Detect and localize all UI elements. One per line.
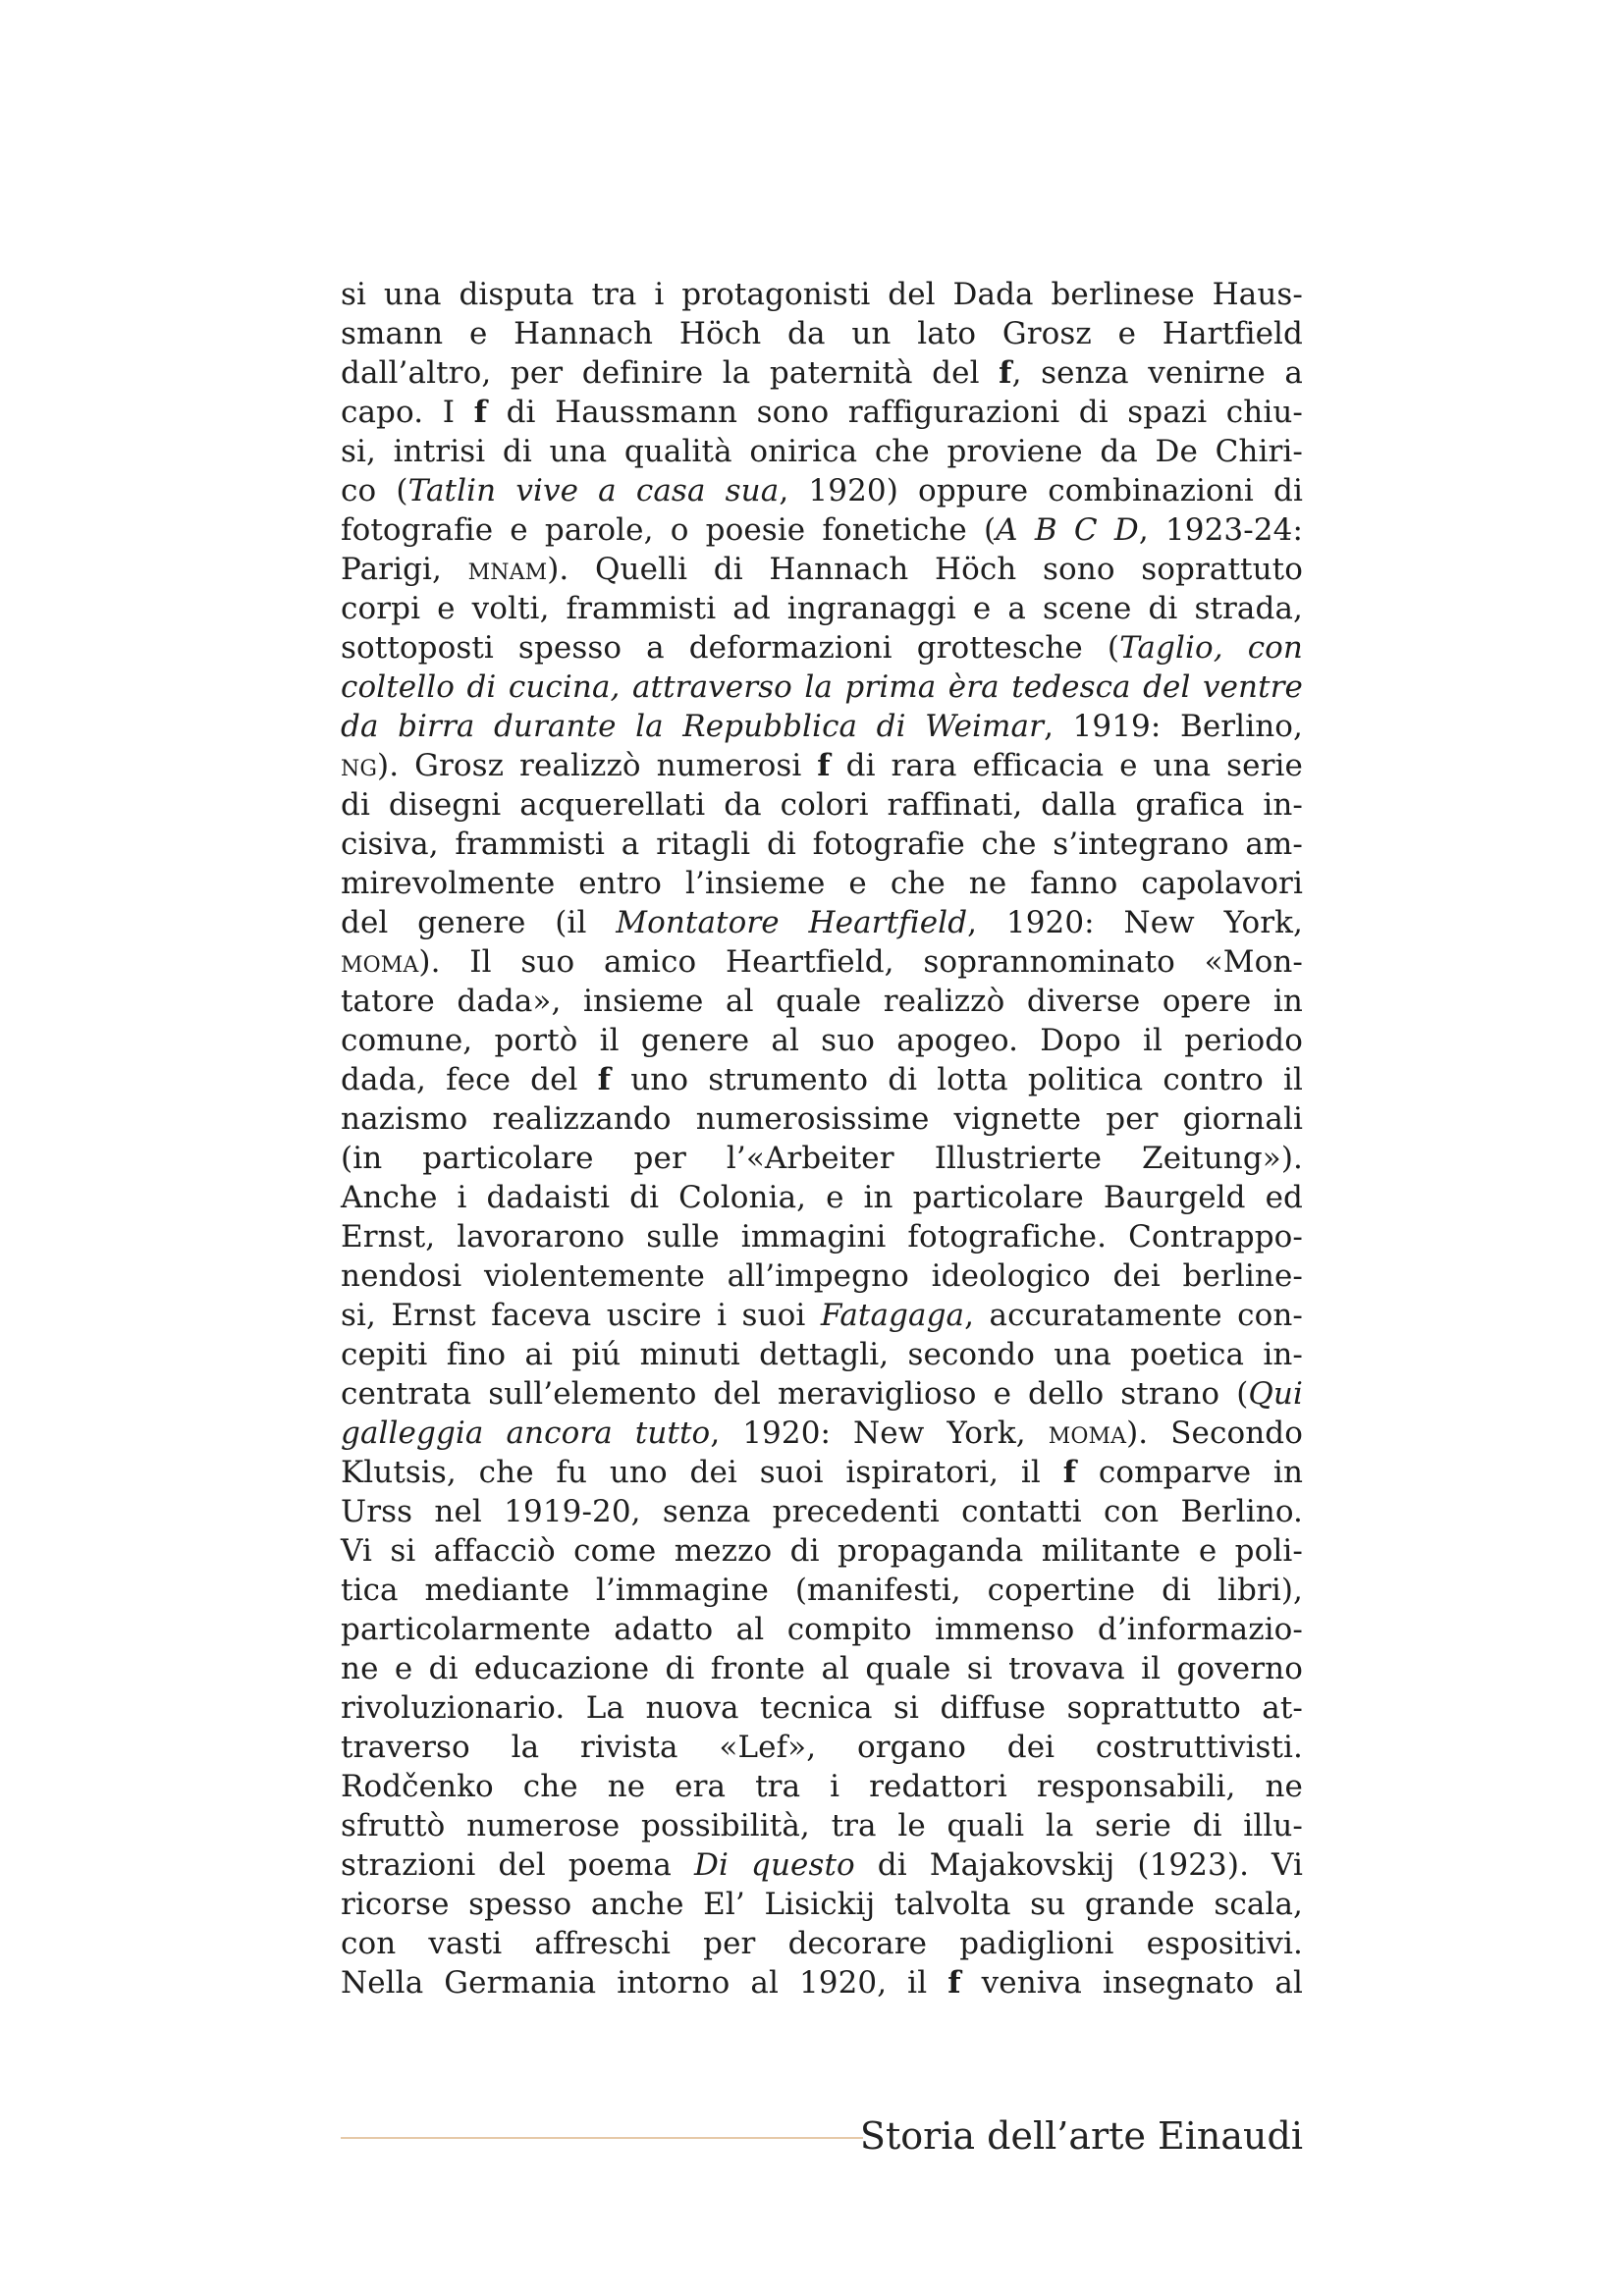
text-segment: si, intrisi di una qualità onirica che proviene da De Chiri- — [341, 434, 1303, 469]
text-segment: Rodčenko che ne era tra i redattori responsabili, ne — [341, 1769, 1303, 1804]
text-line — [341, 1492, 1303, 1531]
italic-text: coltello di cucina, attraverso la prima èra tedesca del ventre — [341, 669, 1303, 705]
text-line — [341, 1335, 1303, 1374]
italic-text: Tatlin vive a casa sua — [407, 473, 780, 508]
text-segment: comparve in — [1076, 1455, 1304, 1490]
text-line — [341, 471, 1303, 510]
text-segment: , 1920) oppure combinazioni di — [779, 473, 1304, 508]
text-segment: strazioni del poema — [341, 1847, 695, 1883]
italic-text: A B C D — [996, 512, 1139, 548]
text-segment: fotografie e parole, o poesie fonetiche ( — [341, 512, 997, 548]
text-segment: cepiti fino ai piú minuti dettagli, secondo una poetica in- — [341, 1337, 1303, 1372]
text-line — [341, 1845, 1303, 1885]
text-line — [341, 785, 1303, 825]
text-line — [341, 1728, 1303, 1767]
text-segment: Urss nel 1919-20, senza precedenti contatti con Berlino. — [341, 1494, 1303, 1529]
text-segment: si una disputa tra i protagonisti del Dada berlinese Haus- — [341, 277, 1303, 312]
italic-text: Fatagaga — [820, 1298, 965, 1333]
text-line — [341, 1806, 1303, 1845]
text-segment: di disegni acquerellati da colori raffinati, dalla grafica in- — [341, 787, 1303, 823]
footer-rule — [341, 2137, 863, 2139]
text-segment: comune, portò il genere al suo apogeo. Dopo il periodo — [341, 1023, 1303, 1058]
italic-text: Montatore Heartfield — [616, 905, 968, 940]
text-line — [341, 982, 1303, 1021]
text-line — [341, 746, 1303, 785]
text-segment: centrata sull’elemento del meraviglioso e dello strano ( — [341, 1376, 1249, 1412]
text-line — [341, 353, 1303, 393]
text-segment: sfruttò numerose possibilità, tra le quali la serie di illu- — [341, 1808, 1303, 1843]
text-segment: corpi e volti, frammisti ad ingranaggi e a scene di strada, — [341, 591, 1303, 626]
text-line — [341, 432, 1303, 471]
text-segment: , accuratamente con- — [964, 1298, 1303, 1333]
text-line — [341, 1296, 1303, 1335]
text-segment: traverso la rivista «Lef», organo dei costruttivisti. — [341, 1730, 1303, 1765]
text-segment: cisiva, frammisti a ritagli di fotografie che s’integrano am- — [341, 827, 1303, 862]
text-segment: Nella Germania intorno al 1920, il — [341, 1965, 948, 2001]
text-line — [341, 1099, 1303, 1139]
text-segment: ricorse spesso anche El’ Lisickij talvolta su grande scala, — [341, 1887, 1303, 1922]
text-line — [341, 825, 1303, 864]
italic-text: Di questo — [694, 1847, 855, 1883]
text-line — [341, 628, 1303, 667]
italic-text: galleggia ancora tutto — [341, 1415, 711, 1451]
text-line — [341, 1649, 1303, 1688]
text-line — [341, 707, 1303, 746]
text-segment: , 1920: New York, — [967, 905, 1303, 940]
text-line — [341, 1217, 1303, 1256]
text-line — [341, 393, 1303, 432]
text-segment: nazismo realizzando numerosissime vignette per giornali — [341, 1101, 1303, 1137]
text-line — [341, 1374, 1303, 1414]
text-segment: uno strumento di lotta politica contro il — [611, 1062, 1303, 1097]
body-text — [341, 275, 1303, 2002]
italic-text: Taglio, con — [1119, 630, 1303, 666]
text-segment: , senza venirne a — [1011, 355, 1303, 391]
text-segment: , 1920: New York, — [710, 1415, 1049, 1451]
text-segment: mirevolmente entro l’insieme e che ne fanno capolavori — [341, 866, 1303, 901]
italic-text: Qui — [1248, 1376, 1303, 1412]
text-line — [341, 1453, 1303, 1492]
text-segment: Parigi, — [341, 552, 468, 587]
text-line — [341, 1021, 1303, 1060]
text-segment: co ( — [341, 473, 408, 508]
text-line — [341, 589, 1303, 628]
text-line — [341, 1610, 1303, 1649]
text-segment: particolarmente adatto al compito immenso d’informazio- — [341, 1612, 1303, 1647]
text-line — [341, 1924, 1303, 1963]
small-caps-text: mnam — [467, 552, 548, 587]
text-segment: capo. I — [341, 395, 474, 430]
text-line — [341, 550, 1303, 589]
text-line — [341, 1885, 1303, 1924]
bold-text: f — [999, 355, 1012, 391]
bold-text: f — [1062, 1455, 1077, 1490]
text-line — [341, 1531, 1303, 1571]
text-segment: tica mediante l’immagine (manifesti, copertine di libri), — [341, 1573, 1303, 1608]
text-segment: Klutsis, che fu uno dei suoi ispiratori, il — [341, 1455, 1063, 1490]
text-line — [341, 1963, 1303, 2002]
text-segment: tatore dada», insieme al quale realizzò diverse opere in — [341, 984, 1303, 1019]
text-segment: dada, fece del — [341, 1062, 598, 1097]
text-line — [341, 667, 1303, 707]
text-line — [341, 1256, 1303, 1296]
text-segment: ). Secondo — [1126, 1415, 1303, 1451]
text-line — [341, 510, 1303, 550]
italic-text: da birra durante la Repubblica di Weimar — [341, 709, 1045, 744]
bold-text: f — [473, 395, 488, 430]
text-segment: Ernst, lavorarono sulle immagini fotografiche. Contrappo- — [341, 1219, 1303, 1255]
text-line — [341, 275, 1303, 314]
bold-text: f — [817, 748, 831, 783]
bold-text: f — [947, 1965, 961, 2001]
text-line — [341, 942, 1303, 982]
text-segment: del genere (il — [341, 905, 617, 940]
text-segment: di rara efficacia e una serie — [830, 748, 1303, 783]
text-segment: si, Ernst faceva uscire i suoi — [341, 1298, 821, 1333]
text-segment: nendosi violentemente all’impegno ideologico dei berline- — [341, 1258, 1303, 1294]
text-segment: con vasti affreschi per decorare padiglioni espositivi. — [341, 1926, 1303, 1961]
text-segment: ). Quelli di Hannach Höch sono soprattuto — [547, 552, 1303, 587]
text-segment: di Majakovskij (1923). Vi — [854, 1847, 1303, 1883]
text-segment: di Haussmann sono raffigurazioni di spazi chiu- — [487, 395, 1303, 430]
text-segment: Anche i dadaisti di Colonia, e in particolare Baurgeld ed — [341, 1180, 1303, 1215]
text-line — [341, 1178, 1303, 1217]
footer-title: Storia dell’arte Einaudi — [859, 2114, 1303, 2158]
text-segment: ne e di educazione di fronte al quale si trovava il governo — [341, 1651, 1303, 1686]
text-line — [341, 1571, 1303, 1610]
text-line — [341, 1688, 1303, 1728]
small-caps-text: moma — [341, 944, 419, 980]
text-segment: dall’altro, per definire la paternità del — [341, 355, 1000, 391]
small-caps-text: moma — [1048, 1415, 1127, 1451]
small-caps-text: ng — [341, 748, 378, 783]
text-segment: veniva insegnato al — [960, 1965, 1303, 2001]
text-segment: ). Grosz realizzò numerosi — [377, 748, 818, 783]
text-line — [341, 903, 1303, 942]
text-segment: (in particolare per l’«Arbeiter Illustrierte Zeitung»). — [341, 1141, 1303, 1176]
text-line — [341, 864, 1303, 903]
text-segment: , 1923-24: — [1138, 512, 1303, 548]
text-segment: smann e Hannach Höch da un lato Grosz e Hartfield — [341, 316, 1303, 351]
bold-text: f — [597, 1062, 612, 1097]
text-segment: Vi si affacciò come mezzo di propaganda militante e poli- — [341, 1533, 1303, 1569]
text-line — [341, 1060, 1303, 1099]
text-line — [341, 1139, 1303, 1178]
text-line — [341, 1767, 1303, 1806]
text-segment: sottoposti spesso a deformazioni grottesche ( — [341, 630, 1120, 666]
text-segment: rivoluzionario. La nuova tecnica si diffuse soprattutto at- — [341, 1690, 1303, 1726]
text-line — [341, 314, 1303, 353]
text-segment: , 1919: Berlino, — [1044, 709, 1303, 744]
text-segment: ). Il suo amico Heartfield, soprannominato «Mon- — [418, 944, 1303, 980]
text-line — [341, 1414, 1303, 1453]
page-footer — [341, 2107, 1303, 2165]
